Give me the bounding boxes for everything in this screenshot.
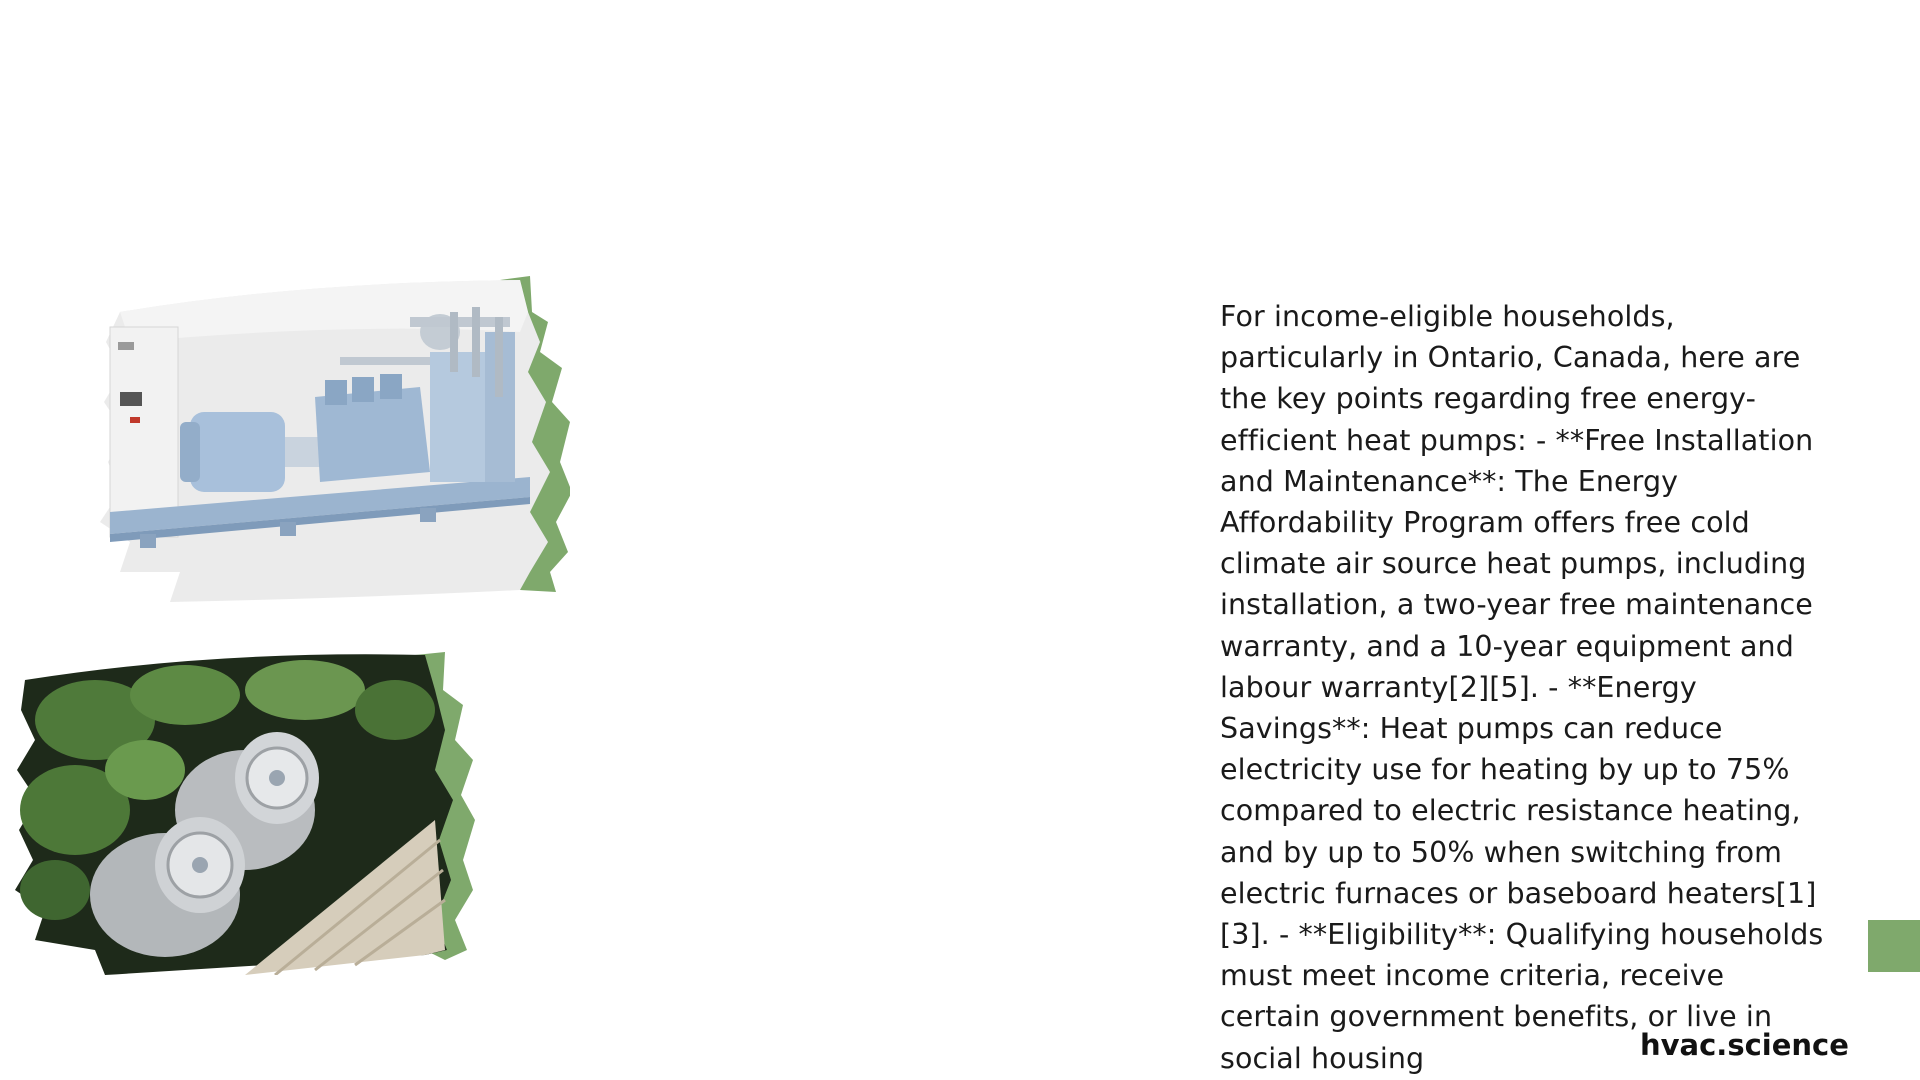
outdoor-heat-pump-units-image <box>15 650 475 975</box>
industrial-heat-pump-image <box>100 272 570 602</box>
body-text <box>1220 296 1830 1080</box>
body-paragraph: For income-eligible households, particularly in Ontario, Canada, here are the key points regarding free energy-efficient heat pumps: - **Free Installation and Maintenance**: The Energy Affordability Program offers free cold climate air source heat pumps, including installation, a two-year free maintenance warranty, and a 10-year equipment and labour warranty[2][5]. - **Energy Savings**: Heat pumps can reduce electricity use for heating by up to 75% compared to electric resistance heating, and by up to 50% when switching from electric furnaces or baseboard heaters[1][3]. - **Eligibility**: Qualifying households must meet income criteria, receive certain government benefits, or live in social housing <box>1220 300 1824 1075</box>
accent-square <box>1868 920 1920 972</box>
brand-logo: hvac.science <box>1640 1028 1849 1062</box>
